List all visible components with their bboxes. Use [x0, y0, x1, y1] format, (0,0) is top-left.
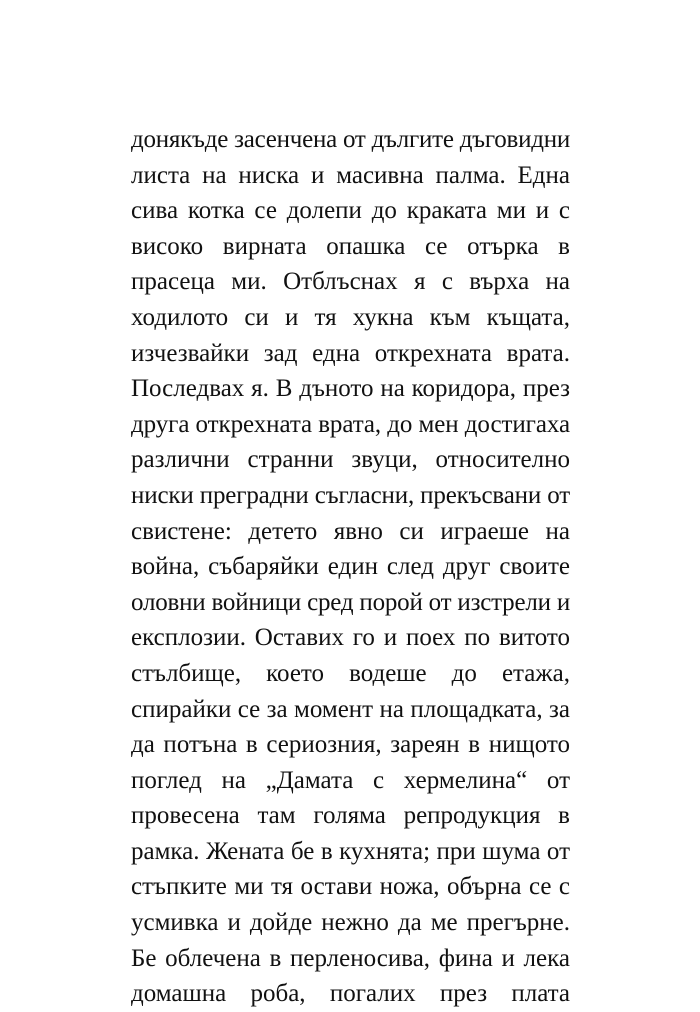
text-line: ниски преградни съгласни, прекъсвани от — [131, 481, 570, 509]
text-line: оловни войници сред порой от изстрели и — [131, 588, 570, 616]
text-line: рамка. Жената бе в кухнята; при шума от — [131, 837, 570, 865]
text-line: изчезвайки зад една открехната врата. — [131, 339, 570, 367]
text-line: донякъде засенчена от дългите дъговидни — [131, 126, 570, 153]
text-line: поглед на „Дамата с хермелина“ от — [131, 766, 570, 794]
text-line: различни странни звуци, относително — [131, 446, 570, 474]
text-line: прасеца ми. Отблъснах я с върха на — [131, 268, 570, 296]
text-line: Последвах я. В дъното на коридора, през — [131, 375, 570, 403]
text-line: Бе облечена в перленосива, фина и лека — [131, 944, 570, 972]
text-line: стъпките ми тя остави ножа, обърна се с — [131, 873, 570, 901]
text-line: листа на ниска и масивна палма. Една — [131, 161, 570, 189]
text-line: стълбище, което водеше до етажа, — [131, 659, 570, 687]
text-line: друга открехната врата, до мен достигаха — [131, 410, 570, 438]
body-text — [131, 122, 570, 1012]
text-line: да потъна в сериозния, зареян в нищото — [131, 731, 570, 759]
text-line: провесена там голяма репродукция в — [131, 802, 570, 830]
text-line: спирайки се за момент на площадката, за — [131, 695, 570, 723]
text-line: сива котка се долепи до краката ми и с — [131, 197, 570, 225]
text-line: свистене: детето явно си играеше на — [131, 517, 570, 545]
text-line: експлозии. Оставих го и поех по витото — [131, 624, 570, 652]
text-line: война, събаряйки един след друг своите — [131, 553, 570, 581]
text-line: домашна роба, погалих през плата — [131, 980, 570, 1008]
text-line: ходилото си и тя хукна към къщата, — [131, 303, 570, 331]
text-line: усмивка и дойде нежно да ме прегърне. — [131, 909, 570, 937]
text-line: високо вирната опашка се отърка в — [131, 232, 570, 260]
